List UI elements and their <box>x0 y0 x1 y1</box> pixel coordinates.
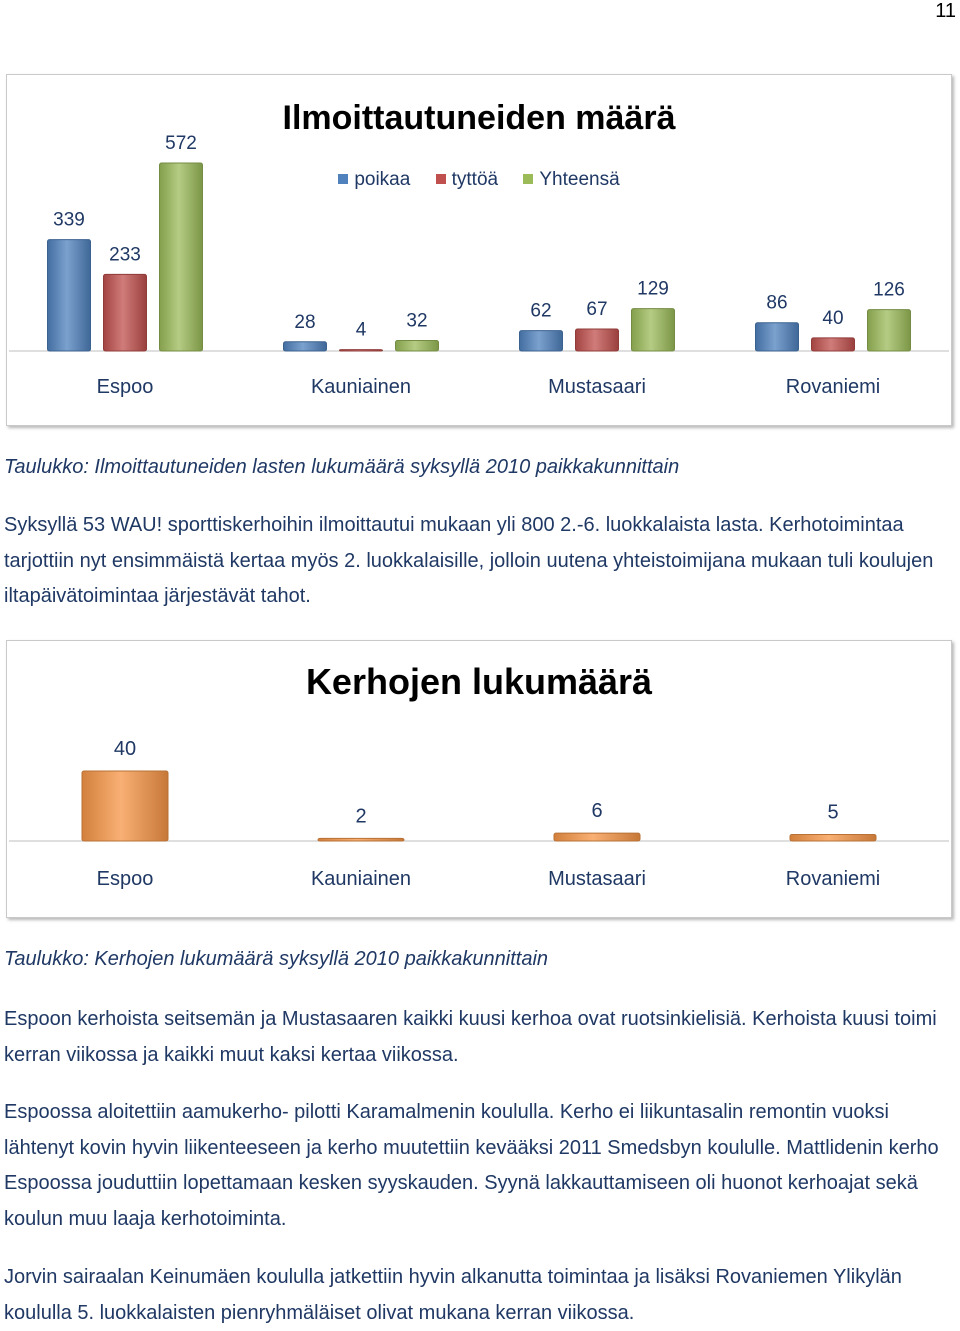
data-label: 40 <box>822 307 844 329</box>
data-label: 67 <box>586 298 608 320</box>
bar-tyttoa-rovaniemi <box>812 338 855 351</box>
data-label: 5 <box>827 801 839 824</box>
bar-yhteensa-mustasaari <box>632 309 675 351</box>
data-label: 4 <box>355 319 367 341</box>
bar-yhteensa-rovaniemi <box>868 310 911 351</box>
bar-tyttoa-kauniainen <box>340 350 383 351</box>
category-label: Rovaniemi <box>785 868 881 890</box>
chart-title: Kerhojen lukumäärä <box>305 661 653 702</box>
bar-yhteensa-kauniainen <box>396 340 439 351</box>
bar-poikaa-rovaniemi <box>756 323 799 351</box>
data-label: 40 <box>113 738 137 760</box>
clubs-chart <box>6 640 952 918</box>
paragraph-2: Espoon kerhoista seitsemän ja Mustasaaren kaikki kuusi kerhoa ovat ruotsinkielisiä. Kerhoista kuusi toimi kerran viikossa ja kaikki muut kaksi kertaa viikossa. <box>4 1008 937 1066</box>
bar-yhteensa-espoo <box>160 163 203 351</box>
chart-title: Ilmoittautuneiden määrä <box>282 99 676 137</box>
bar-clubs-mustasaari <box>554 833 640 841</box>
legend-label: tyttöä <box>451 169 499 190</box>
bar-tyttoa-mustasaari <box>576 329 619 351</box>
data-label: 86 <box>766 292 788 314</box>
category-label: Kauniainen <box>310 868 412 890</box>
data-label: 2 <box>355 805 367 828</box>
page-number: 11 <box>935 0 956 22</box>
chart1-caption: Taulukko: Ilmoittautuneiden lasten lukumäärä syksyllä 2010 paikkakunnittain <box>4 456 680 478</box>
bar-tyttoa-espoo <box>104 274 147 351</box>
data-label: 233 <box>109 244 141 266</box>
data-label: 28 <box>294 311 316 333</box>
category-label: Kauniainen <box>310 376 412 398</box>
bar-poikaa-kauniainen <box>284 342 327 351</box>
category-label: Espoo <box>96 868 154 890</box>
paragraph-1: Syksyllä 53 WAU! sporttiskerhoihin ilmoittautui mukaan yli 800 2.-6. luokkalaista lasta. Kerhotoimintaa tarjottiin nyt ensimmäistä kertaa myös 2. luokkalaisille, jolloin uutena yhteistoimijana mukaan tuli koulujen iltapäivätoimintaa järjestävät tahot. <box>4 514 934 607</box>
data-label: 339 <box>53 209 85 231</box>
data-label: 572 <box>165 133 197 154</box>
category-label: Mustasaari <box>548 868 646 890</box>
bar-poikaa-espoo <box>48 240 91 351</box>
legend-label: poikaa <box>354 169 411 190</box>
registrations-chart <box>6 74 952 426</box>
chart-plot <box>7 641 951 917</box>
data-label: 62 <box>530 300 552 322</box>
bar-clubs-espoo <box>82 771 168 841</box>
data-label: 32 <box>406 310 428 332</box>
category-label: Mustasaari <box>548 376 646 398</box>
paragraph-3: Espoossa aloitettiin aamukerho- pilotti Karamalmenin koululla. Kerho ei liikuntasalin remontin vuoksi lähtenyt kovin hyvin liikenteeseen ja kerho muutettiin kevääksi 2011 Smedsbyn koululle. Mattlidenin kerho Espoossa jouduttiin lopettamaan kesken syyskauden. Syynä lakkauttamiseen oli huonot kerhoajat sekä koulun muu laaja kerhotoiminta. <box>4 1101 939 1230</box>
bar-clubs-kauniainen <box>318 838 404 841</box>
data-label: 6 <box>591 800 603 823</box>
data-label: 129 <box>637 278 669 300</box>
legend-label: Yhteensä <box>539 169 620 190</box>
bar-poikaa-mustasaari <box>520 331 563 351</box>
paragraph-4: Jorvin sairaalan Keinumäen koululla jatkettiin hyvin alkanutta toimintaa ja lisäksi Rovaniemen Ylikylän koululla 5. luokkalaisten pienryhmäläiset olivat mukana kerran viikossa. <box>4 1266 902 1324</box>
category-label: Rovaniemi <box>785 376 881 398</box>
chart-plot <box>7 75 951 425</box>
chart2-caption: Taulukko: Kerhojen lukumäärä syksyllä 2010 paikkakunnittain <box>4 948 549 970</box>
bar-clubs-rovaniemi <box>790 834 876 841</box>
category-label: Espoo <box>96 376 154 398</box>
data-label: 126 <box>873 279 905 301</box>
